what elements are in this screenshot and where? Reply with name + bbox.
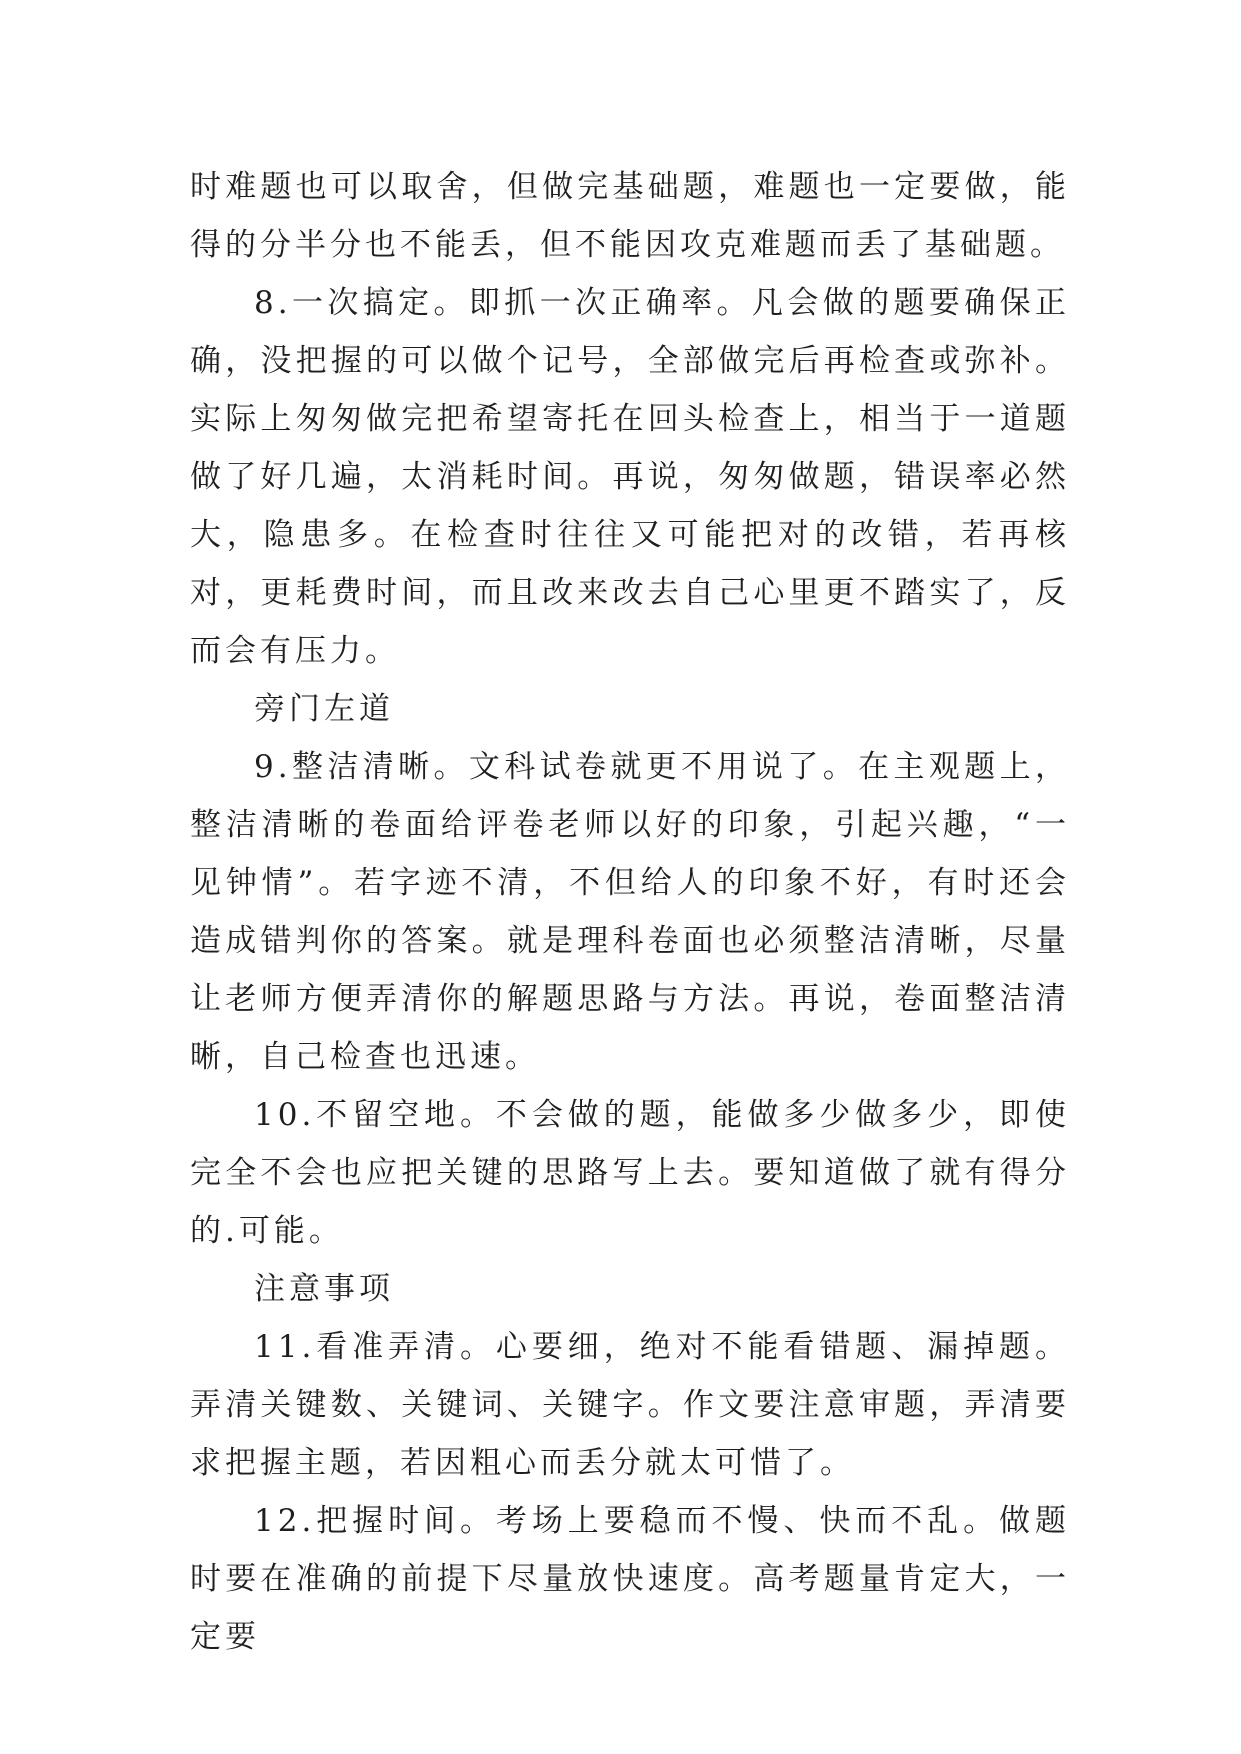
- document-body: [190, 158, 1070, 1666]
- paragraph-item-10: 10.不留空地。不会做的题，能做多少做多少，即使完全不会也应把关键的思路写上去。要知道做了就有得分的.可能。: [190, 1097, 1070, 1249]
- section-heading-zhuyi: 注意事项: [254, 1271, 394, 1307]
- paragraph-continuation: 时难题也可以取舍，但做完基础题，难题也一定要做，能得的分半分也不能丢，但不能因攻克难题而丢了基础题。: [190, 169, 1070, 263]
- paragraph-item-12: 12.把握时间。考场上要稳而不慢、快而不乱。做题时要在准确的前提下尽量放快速度。高考题量肯定大，一定要: [190, 1503, 1070, 1655]
- paragraph-item-8: 8.一次搞定。即抓一次正确率。凡会做的题要确保正确，没把握的可以做个记号，全部做完后再检查或弥补。实际上匆匆做完把希望寄托在回头检查上，相当于一道题做了好几遍，太消耗时间。再说，匆匆做题，错误率必然大，隐患多。在检查时往往又可能把对的改错，若再核对，更耗费时间，而且改来改去自己心里更不踏实了，反而会有压力。: [190, 285, 1070, 669]
- paragraph-item-11: 11.看准弄清。心要细，绝对不能看错题、漏掉题。弄清关键数、关键词、关键字。作文要注意审题，弄清要求把握主题，若因粗心而丢分就太可惜了。: [190, 1329, 1070, 1481]
- section-heading-pangmen: 旁门左道: [254, 691, 394, 727]
- paragraph-item-9: 9.整洁清晰。文科试卷就更不用说了。在主观题上，整洁清晰的卷面给评卷老师以好的印象，引起兴趣，“一见钟情”。若字迹不清，不但给人的印象不好，有时还会造成错判你的答案。就是理科卷面也必须整洁清晰，尽量让老师方便弄清你的解题思路与方法。再说，卷面整洁清晰，自己检查也迅速。: [190, 749, 1070, 1075]
